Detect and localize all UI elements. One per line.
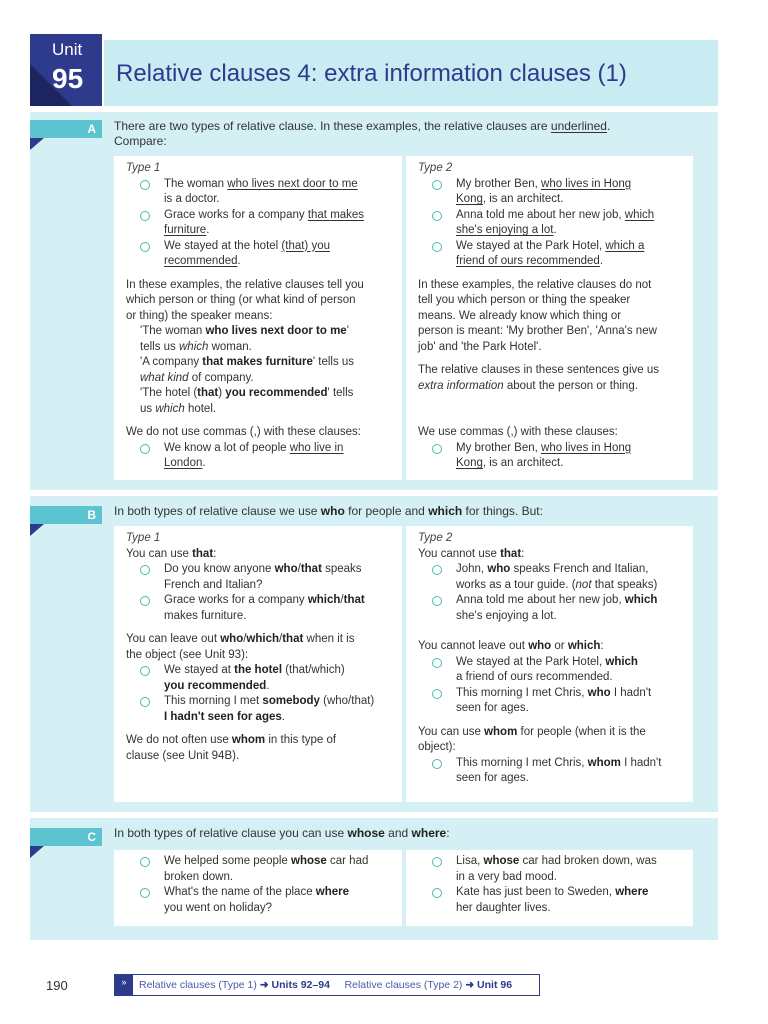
bullet-circle-icon	[140, 666, 150, 676]
bullet-circle-icon	[140, 596, 150, 606]
bullet-circle-icon	[432, 658, 442, 668]
section-a	[30, 112, 718, 490]
section-c	[30, 818, 718, 940]
list-item: This morning I met somebody (who/that) I hadn't seen for ages.	[126, 694, 390, 725]
list-item: This morning I met Chris, whom I hadn't seen for ages.	[418, 756, 681, 787]
list-item: Grace works for a company that makes furniture.	[126, 208, 390, 239]
bullet-circle-icon	[140, 697, 150, 707]
list-item: Grace works for a company which/that makes furniture.	[126, 593, 390, 624]
cross-reference-box	[114, 974, 540, 996]
bullet-circle-icon	[140, 242, 150, 252]
section-b-type2-panel: Type 2 You cannot use that: John, who speaks French and Italian, works as a tour guide. (not that speaks) Anna told me about her new job, which she's enjoying a lot. You cannot leave out who or which: We stayed at the Park Hotel, which a friend of ours recommended. This morning I met Chris, who I hadn't seen for ages. You can use whom for people (when it is the object): This morning I met Chris, whom I hadn't seen for ages.	[406, 526, 693, 802]
bullet-circle-icon	[140, 857, 150, 867]
bullet-circle-icon	[140, 444, 150, 454]
bullet-circle-icon	[432, 242, 442, 252]
crossref-link-type2[interactable]: Relative clauses (Type 2) ➜ Unit 96	[344, 979, 513, 991]
bullet-circle-icon	[432, 689, 442, 699]
page-title: Relative clauses 4: extra information clauses (1)	[116, 60, 627, 87]
unit-word: Unit	[52, 40, 83, 59]
bullet-circle-icon	[432, 180, 442, 190]
list-item: We know a lot of people who live in London.	[126, 441, 390, 472]
section-b-intro: In both types of relative clause we use who for people and which for things. But:	[114, 504, 543, 518]
bullet-circle-icon	[432, 596, 442, 606]
list-item: My brother Ben, who lives in Hong Kong, is an architect.	[418, 441, 681, 472]
bullet-circle-icon	[432, 211, 442, 221]
section-a-type1-panel: Type 1 The woman who lives next door to me is a doctor. Grace works for a company that makes furniture. We stayed at the hotel (that) you recommended. In these examples, the relative clauses tell you which person or thing (or what kind of person or thing) the speaker means: 'The woman who lives next door to me' tells us which woman. 'A company that makes furniture' tells us what kind of company. 'The hotel (that) you recommended' tells us which hotel. We do not use commas (,) with these clauses: We know a lot of people who live in London.	[114, 156, 402, 480]
double-chevron-right-icon: »	[115, 975, 133, 995]
section-a-label-tail	[30, 138, 44, 150]
section-c-right-panel	[406, 850, 693, 926]
section-b	[30, 496, 718, 812]
list-item: My brother Ben, who lives in Hong Kong, is an architect.	[418, 177, 681, 208]
title-bar	[104, 40, 718, 106]
crossref-link-type1[interactable]: Relative clauses (Type 1) ➜ Units 92–94	[139, 979, 330, 991]
bullet-circle-icon	[432, 565, 442, 575]
bullet-circle-icon	[432, 759, 442, 769]
section-b-label-tail	[30, 524, 44, 536]
bullet-circle-icon	[140, 888, 150, 898]
bullet-circle-icon	[432, 444, 442, 454]
list-item: Do you know anyone who/that speaks French and Italian?	[126, 562, 390, 593]
list-item: We stayed at the Park Hotel, which a friend of ours recommended.	[418, 655, 681, 686]
bullet-circle-icon	[140, 565, 150, 575]
list-item: We helped some people whose car had broken down.	[126, 854, 390, 885]
section-c-intro: In both types of relative clause you can use whose and where:	[114, 826, 450, 840]
list-item: The woman who lives next door to me is a doctor.	[126, 177, 390, 208]
section-a-type2-panel: Type 2 My brother Ben, who lives in Hong Kong, is an architect. Anna told me about her new job, which she's enjoying a lot. We stayed at the Park Hotel, which a friend of ours recommended. In these examples, the relative clauses do not tell you which person or thing the speaker means. We already know which thing or person is meant: 'My brother Ben', 'Anna's new job' and 'the Park Hotel'. The relative clauses in these sentences give us extra information about the person or thing. We use commas (,) with these clauses: My brother Ben, who lives in Hong Kong, is an architect.	[406, 156, 693, 480]
list-item: What's the name of the place where you went on holiday?	[126, 885, 390, 916]
section-c-label-tail	[30, 846, 44, 858]
cross-reference-text	[139, 975, 512, 995]
section-c-label: C	[30, 828, 102, 846]
bullet-circle-icon	[432, 888, 442, 898]
list-item: John, who speaks French and Italian, works as a tour guide. (not that speaks)	[418, 562, 681, 593]
list-item: Lisa, whose car had broken down, was in a very bad mood.	[418, 854, 681, 885]
list-item: We stayed at the hotel (that) you recommended.	[126, 239, 390, 270]
section-b-label: B	[30, 506, 102, 524]
unit-badge	[30, 34, 102, 106]
type2-label: Type 2	[418, 532, 453, 544]
unit-number: 95	[52, 63, 84, 94]
section-a-label: A	[30, 120, 102, 138]
bullet-circle-icon	[140, 211, 150, 221]
bullet-circle-icon	[140, 180, 150, 190]
list-item: Anna told me about her new job, which she's enjoying a lot.	[418, 593, 681, 624]
list-item: Anna told me about her new job, which she's enjoying a lot.	[418, 208, 681, 239]
list-item: We stayed at the hotel (that/which) you recommended.	[126, 663, 390, 694]
section-a-intro: There are two types of relative clause. In these examples, the relative clauses are underlined. Compare:	[114, 119, 611, 148]
type1-label: Type 1	[126, 532, 161, 544]
type2-label: Type 2	[418, 162, 453, 174]
section-b-type1-panel: Type 1 You can use that: Do you know anyone who/that speaks French and Italian? Grace works for a company which/that makes furniture. You can leave out who/which/that when it is the object (see Unit 93): We stayed at the hotel (that/which) you recommended. This morning I met somebody (who/that) I hadn't seen for ages. We do not often use whom in this type of clause (see Unit 94B).	[114, 526, 402, 802]
list-item: This morning I met Chris, who I hadn't seen for ages.	[418, 686, 681, 717]
type1-label: Type 1	[126, 162, 161, 174]
page-number: 190	[46, 978, 68, 993]
bullet-circle-icon	[432, 857, 442, 867]
section-c-left-panel	[114, 850, 402, 926]
list-item: Kate has just been to Sweden, where her daughter lives.	[418, 885, 681, 916]
list-item: We stayed at the Park Hotel, which a friend of ours recommended.	[418, 239, 681, 270]
